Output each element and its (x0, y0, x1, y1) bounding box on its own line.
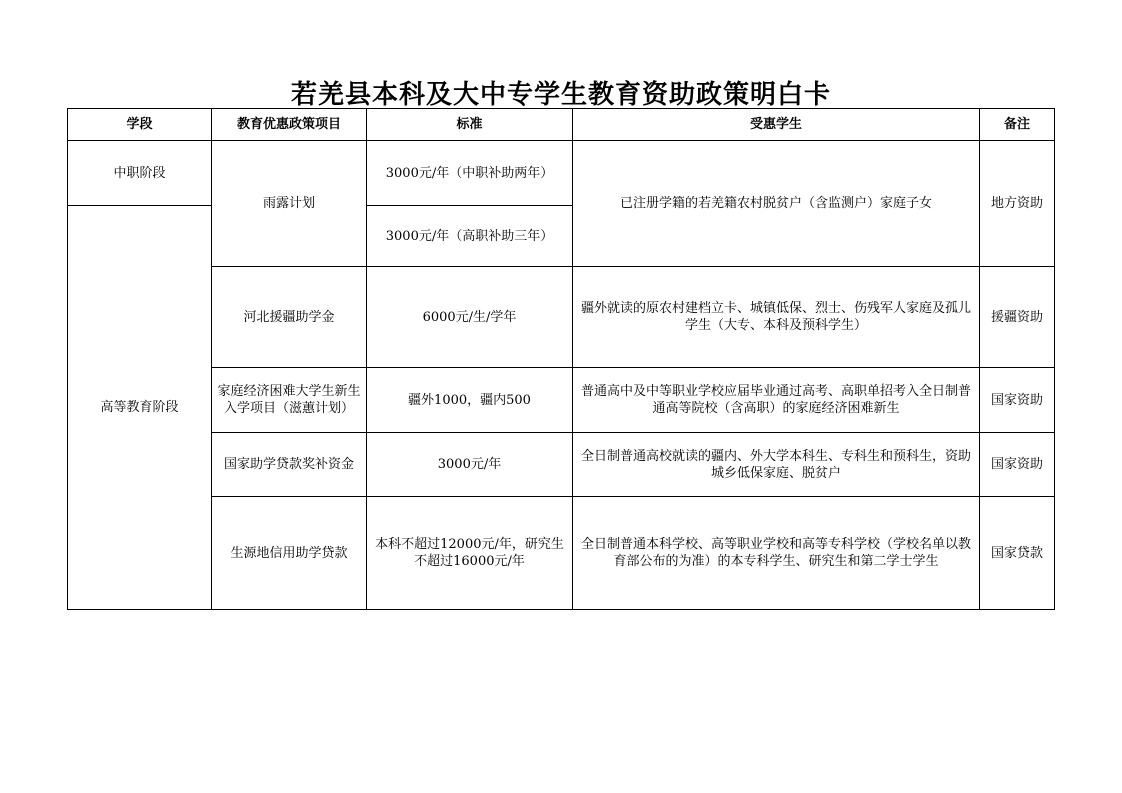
beneficiary-cell: 已注册学籍的若羌籍农村脱贫户（含监测户）家庭子女 (573, 141, 980, 267)
table-header-row (68, 109, 1055, 141)
header-project: 教育优惠政策项目 (212, 109, 367, 141)
remark-cell: 国家资助 (980, 368, 1055, 433)
standard-cell: 3000元/年（中职补助两年） (367, 141, 573, 206)
project-cell: 河北援疆助学金 (212, 267, 367, 368)
standard-cell: 3000元/年 (367, 433, 573, 497)
header-remark: 备注 (980, 109, 1055, 141)
table-row (68, 141, 1055, 206)
stage-secondary: 中职阶段 (68, 141, 212, 206)
standard-cell: 6000元/生/学年 (367, 267, 573, 368)
table-row (68, 368, 1055, 433)
project-cell: 家庭经济困难大学生新生入学项目（滋蕙计划） (212, 368, 367, 433)
header-beneficiary: 受惠学生 (573, 109, 980, 141)
beneficiary-cell: 疆外就读的原农村建档立卡、城镇低保、烈士、伤残军人家庭及孤儿学生（大专、本科及预科学生） (573, 267, 980, 368)
beneficiary-cell: 全日制普通高校就读的疆内、外大学本科生、专科生和预科生，资助城乡低保家庭、脱贫户 (573, 433, 980, 497)
standard-cell: 本科不超过12000元/年，研究生不超过16000元/年 (367, 497, 573, 610)
table-row (68, 497, 1055, 610)
project-cell: 生源地信用助学贷款 (212, 497, 367, 610)
beneficiary-cell: 全日制普通本科学校、高等职业学校和高等专科学校（学校名单以教育部公布的为准）的本专科学生、研究生和第二学士学生 (573, 497, 980, 610)
remark-cell: 地方资助 (980, 141, 1055, 267)
remark-cell: 援疆资助 (980, 267, 1055, 368)
page-title: 若羌县本科及大中专学生教育资助政策明白卡 (290, 80, 831, 110)
beneficiary-cell: 普通高中及中等职业学校应届毕业通过高考、高职单招考入全日制普通高等院校（含高职）的家庭经济困难新生 (573, 368, 980, 433)
stage-higher: 高等教育阶段 (68, 206, 212, 610)
header-stage: 学段 (68, 109, 212, 141)
policy-table (67, 108, 1055, 610)
table-row (68, 433, 1055, 497)
remark-cell: 国家资助 (980, 433, 1055, 497)
standard-cell: 3000元/年（高职补助三年） (367, 206, 573, 267)
project-cell: 雨露计划 (212, 141, 367, 267)
project-cell: 国家助学贷款奖补资金 (212, 433, 367, 497)
table-row (68, 267, 1055, 368)
header-standard: 标准 (367, 109, 573, 141)
remark-cell: 国家贷款 (980, 497, 1055, 610)
standard-cell: 疆外1000，疆内500 (367, 368, 573, 433)
